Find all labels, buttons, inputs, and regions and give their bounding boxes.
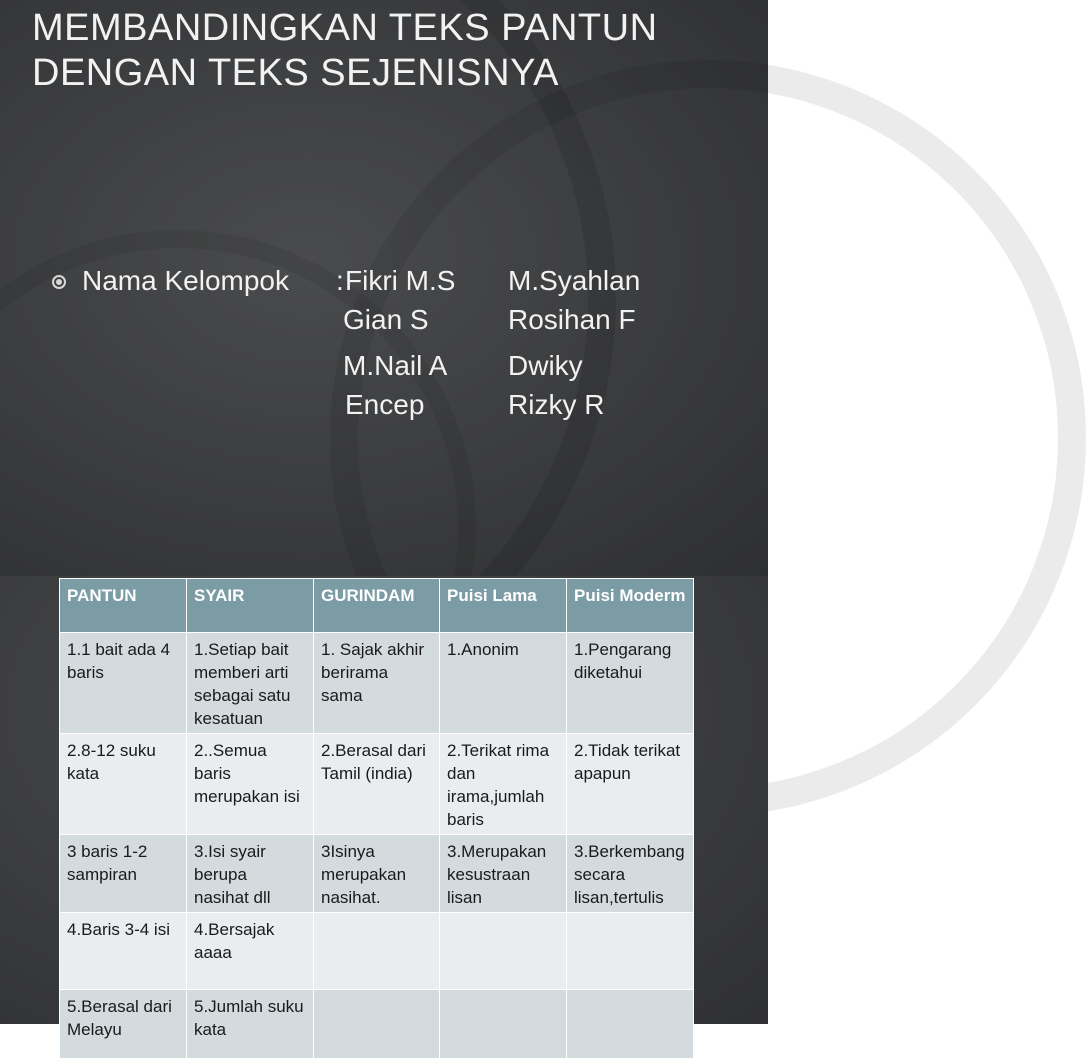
table-row <box>60 990 694 1059</box>
bullet-circle-icon <box>52 275 66 289</box>
header-puisi-moderm: Puisi Moderm <box>567 579 694 633</box>
title-line-1: MEMBANDINGKAN TEKS PANTUN <box>32 7 658 49</box>
table-cell: 5.Jumlah suku kata <box>187 990 314 1059</box>
table-row <box>60 633 694 734</box>
slide-title <box>0 0 768 576</box>
member-name: Encep <box>345 389 425 420</box>
table-cell: 2.Berasal dari Tamil (india) <box>314 734 440 835</box>
table-cell: 2.Terikat rima dan irama,jumlah baris <box>440 734 567 835</box>
table-cell: 1.Anonim <box>440 633 567 734</box>
member-name: Rizky R <box>508 389 605 420</box>
group-colon: : <box>336 265 344 296</box>
member-name: Gian S <box>343 304 429 335</box>
table-cell: 5.Berasal dari Melayu <box>60 990 187 1059</box>
member-name: M.Nail A <box>343 350 448 381</box>
table-cell <box>314 913 440 990</box>
table-cell: 3Isinya merupakan nasihat. <box>314 835 440 913</box>
group-label: Nama Kelompok <box>82 265 289 296</box>
table-cell: 2.Tidak terikat apapun <box>567 734 694 835</box>
table-cell: 2..Semua baris merupakan isi <box>187 734 314 835</box>
slide-title-text <box>32 6 658 96</box>
header-pantun: PANTUN <box>60 579 187 633</box>
table-cell <box>440 913 567 990</box>
table-header-row <box>60 579 694 633</box>
table-cell: 1.1 bait ada 4 baris <box>60 633 187 734</box>
table-cell: 4.Baris 3-4 isi <box>60 913 187 990</box>
title-line-2: DENGAN TEKS SEJENISNYA <box>32 52 559 94</box>
header-puisi-lama: Puisi Lama <box>440 579 567 633</box>
table-cell: 3.Merupakan kesustraan lisan <box>440 835 567 913</box>
table-cell: 3 baris 1-2 sampiran <box>60 835 187 913</box>
table-cell: 2.8-12 suku kata <box>60 734 187 835</box>
table-cell <box>567 913 694 990</box>
member-name: Dwiky <box>508 350 583 381</box>
table-cell <box>567 990 694 1059</box>
table-row <box>60 835 694 913</box>
table-row <box>60 913 694 990</box>
table-cell: 4.Bersajak aaaa <box>187 913 314 990</box>
table-cell: 3.Isi syair berupa nasihat dll <box>187 835 314 913</box>
header-gurindam: GURINDAM <box>314 579 440 633</box>
table-row <box>60 734 694 835</box>
table-cell: 1.Pengarang diketahui <box>567 633 694 734</box>
table-cell <box>440 990 567 1059</box>
table-cell: 1.Setiap bait memberi arti sebagai satu kesatuan <box>187 633 314 734</box>
member-name: Rosihan F <box>508 304 636 335</box>
table-cell <box>314 990 440 1059</box>
comparison-table <box>59 578 694 1059</box>
member-name: M.Syahlan <box>508 265 641 296</box>
slide-comparison-table <box>0 576 768 1039</box>
table-cell: 3.Berkembang secara lisan,tertulis <box>567 835 694 913</box>
member-name: Fikri M.S <box>345 265 456 296</box>
header-syair: SYAIR <box>187 579 314 633</box>
table-cell: 1. Sajak akhir berirama sama <box>314 633 440 734</box>
